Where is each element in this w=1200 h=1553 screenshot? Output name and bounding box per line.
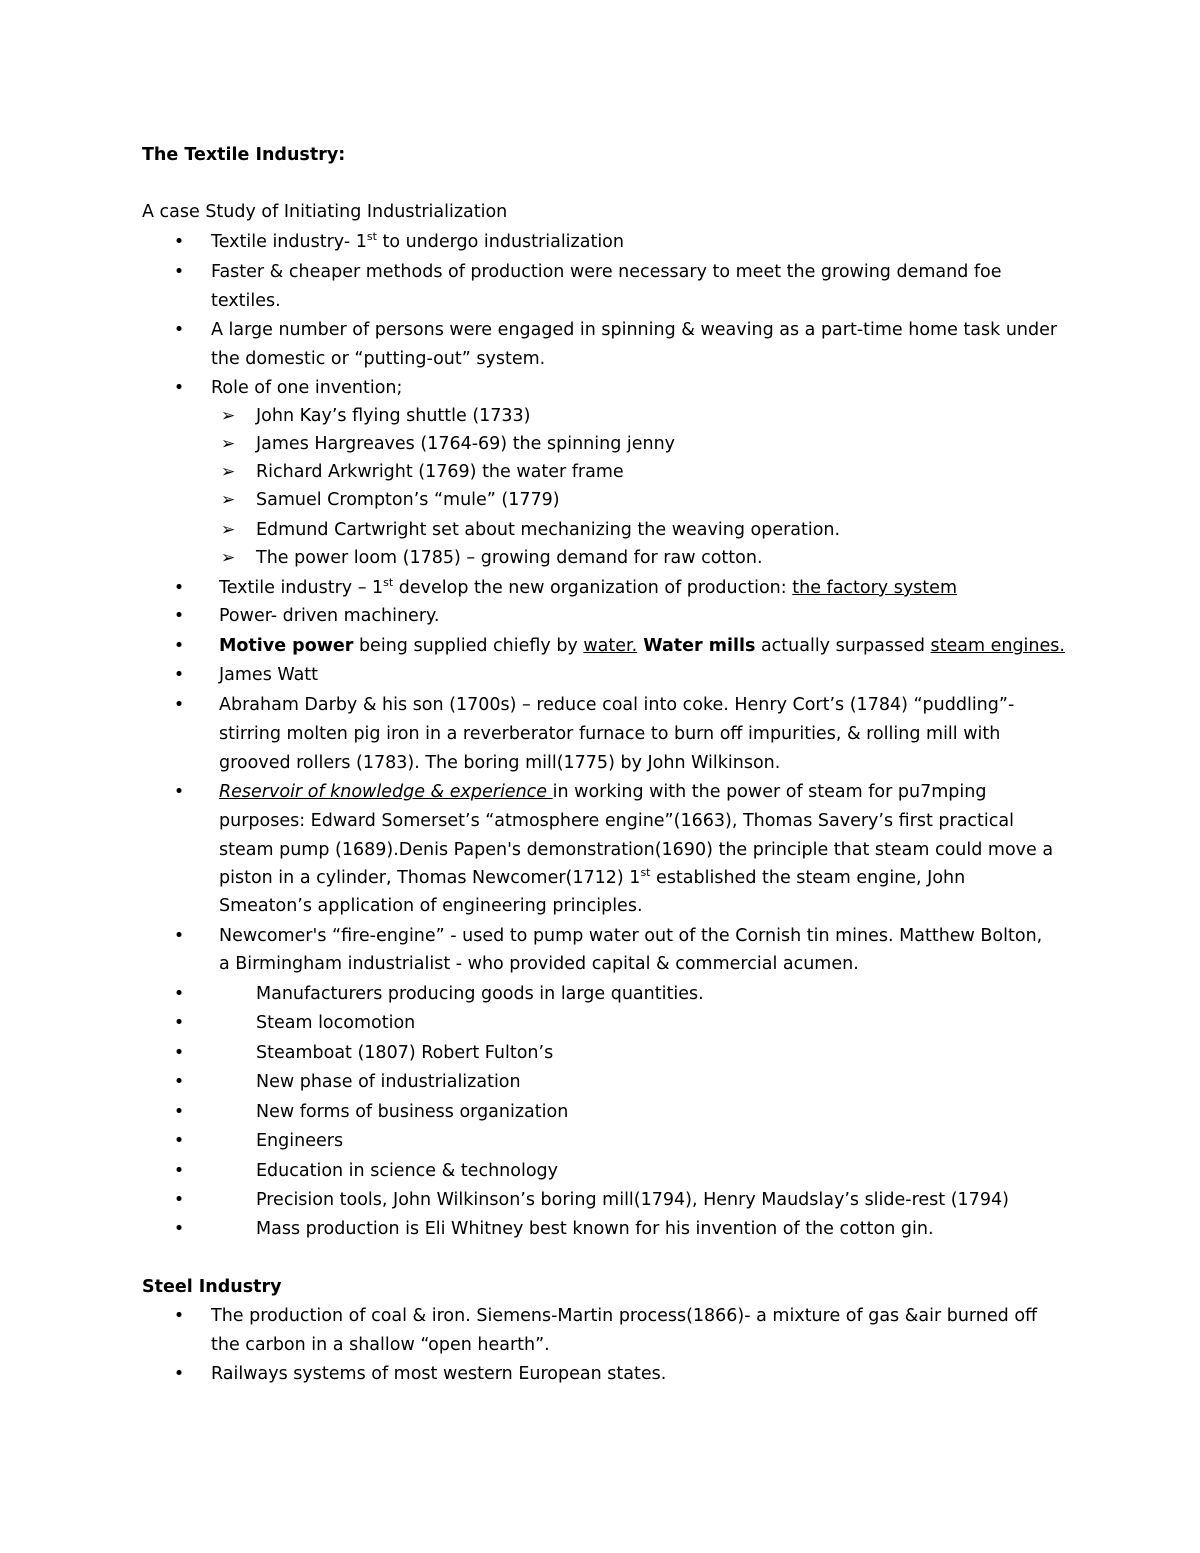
list-item: Steam locomotion — [256, 1013, 416, 1033]
bullet-icon: • — [173, 1102, 185, 1122]
bullet-icon: • — [173, 695, 185, 715]
list-item: Motive power being supplied chiefly by water. Water mills actually surpassed steam engines. — [219, 636, 1065, 656]
list-item: Education in science & technology — [256, 1161, 558, 1181]
page-title: The Textile Industry: — [142, 145, 346, 165]
bullet-icon: • — [173, 636, 185, 656]
list-item-continuation: grooved rollers (1783). The boring mill(1775) by John Wilkinson. — [219, 753, 781, 773]
arrow-bullet-icon: ➢ — [221, 406, 236, 426]
bullet-icon: • — [173, 1013, 185, 1033]
arrow-bullet-icon: ➢ — [221, 462, 236, 482]
arrow-bullet-icon: ➢ — [221, 548, 236, 568]
list-item: Engineers — [256, 1131, 344, 1151]
bullet-icon: • — [173, 1190, 185, 1210]
bullet-icon: • — [173, 1072, 185, 1092]
bullet-icon: • — [173, 984, 185, 1004]
bullet-icon: • — [173, 378, 185, 398]
bullet-icon: • — [173, 262, 185, 282]
bullet-icon: • — [173, 665, 185, 685]
list-item: Abraham Darby & his son (1700s) – reduce coal into coke. Henry Cort’s (1784) “puddling”- — [219, 695, 1015, 715]
list-item: A large number of persons were engaged in spinning & weaving as a part-time home task under — [211, 320, 1058, 340]
list-item-continuation: a Birmingham industrialist - who provided capital & commercial acumen. — [219, 954, 859, 974]
list-item: New forms of business organization — [256, 1102, 569, 1122]
bullet-icon: • — [173, 1161, 185, 1181]
bullet-icon: • — [173, 1043, 185, 1063]
list-item: Railways systems of most western European states. — [211, 1364, 667, 1384]
bullet-icon: • — [173, 1364, 185, 1384]
sub-list-item: Edmund Cartwright set about mechanizing the weaving operation. — [256, 520, 841, 540]
list-item: Role of one invention; — [211, 378, 403, 398]
list-item: New phase of industrialization — [256, 1072, 521, 1092]
list-item-continuation: Smeaton’s application of engineering principles. — [219, 896, 643, 916]
list-item: Textile industry- 1st to undergo industrialization — [211, 230, 624, 252]
list-item-continuation: stirring molten pig iron in a reverberator furnace to burn off impurities, & rolling mill with — [219, 724, 1001, 744]
section-heading: Steel Industry — [142, 1277, 282, 1297]
sub-list-item: James Hargreaves (1764-69) the spinning jenny — [256, 434, 676, 454]
bullet-icon: • — [173, 232, 185, 252]
list-item: Newcomer's “fire-engine” - used to pump water out of the Cornish tin mines. Matthew Bolton, — [219, 926, 1043, 946]
list-item: Textile industry – 1st develop the new organization of production: the factory system — [219, 576, 957, 598]
sub-list-item: The power loom (1785) – growing demand for raw cotton. — [256, 548, 763, 568]
list-item: Precision tools, John Wilkinson’s boring mill(1794), Henry Maudslay’s slide-rest (1794) — [256, 1190, 1009, 1210]
list-item: Mass production is Eli Whitney best known for his invention of the cotton gin. — [256, 1219, 934, 1239]
bullet-icon: • — [173, 578, 185, 598]
list-item-continuation: purposes: Edward Somerset’s “atmosphere engine”(1663), Thomas Savery’s first practical — [219, 811, 1014, 831]
sub-list-item: John Kay’s flying shuttle (1733) — [256, 406, 531, 426]
list-item: Steamboat (1807) Robert Fulton’s — [256, 1043, 554, 1063]
bullet-icon: • — [173, 926, 185, 946]
bullet-icon: • — [173, 1219, 185, 1239]
list-item-continuation: piston in a cylinder, Thomas Newcomer(1712) 1st established the steam engine, John — [219, 866, 966, 888]
list-item: Manufacturers producing goods in large quantities. — [256, 984, 704, 1004]
arrow-bullet-icon: ➢ — [221, 490, 236, 510]
bullet-icon: • — [173, 606, 185, 626]
bullet-icon: • — [173, 782, 185, 802]
list-item-continuation: textiles. — [211, 291, 281, 311]
bullet-icon: • — [173, 1306, 185, 1326]
list-item: Power- driven machinery. — [219, 606, 440, 626]
bullet-icon: • — [173, 320, 185, 340]
bullet-icon: • — [173, 1131, 185, 1151]
subtitle: A case Study of Initiating Industrialization — [142, 202, 508, 222]
list-item-continuation: the carbon in a shallow “open hearth”. — [211, 1335, 550, 1355]
list-item-continuation: the domestic or “putting-out” system. — [211, 349, 546, 369]
list-item: Faster & cheaper methods of production were necessary to meet the growing demand foe — [211, 262, 1002, 282]
arrow-bullet-icon: ➢ — [221, 520, 236, 540]
list-item-continuation: steam pump (1689).Denis Papen's demonstration(1690) the principle that steam could move a — [219, 840, 1054, 860]
arrow-bullet-icon: ➢ — [221, 434, 236, 454]
list-item: James Watt — [219, 665, 319, 685]
sub-list-item: Samuel Crompton’s “mule” (1779) — [256, 490, 560, 510]
list-item: The production of coal & iron. Siemens-Martin process(1866)- a mixture of gas &air burned off — [211, 1306, 1038, 1326]
sub-list-item: Richard Arkwright (1769) the water frame — [256, 462, 624, 482]
list-item: Reservoir of knowledge & experience in working with the power of steam for pu7mping — [219, 782, 987, 802]
